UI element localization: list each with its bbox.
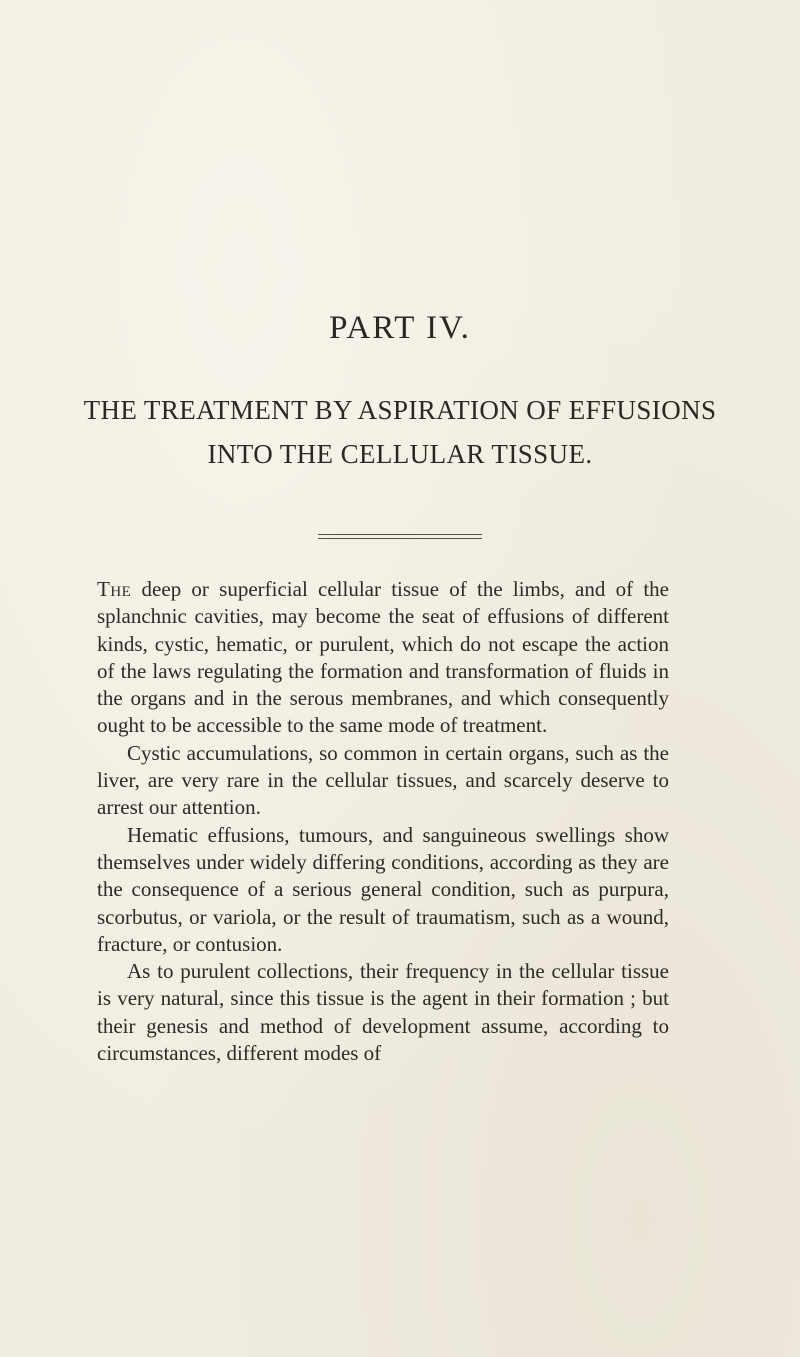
paragraph-4: As to purulent collections, their frequency in the cellular tissue is very natural, since this tissue is the agent in their formation ; but their genesis and method of development assume, according to circumstances, different modes of — [97, 959, 669, 1066]
chapter-title-line-2: INTO THE CELLULAR TISSUE. — [207, 439, 593, 469]
chapter-title — [0, 388, 800, 476]
divider-rule-bottom — [318, 538, 482, 539]
paragraph-3: Hematic effusions, tumours, and sanguineous swellings show themselves under widely differing conditions, according as they are the consequence of a serious general condition, such as purpura, scorbutus, or variola, or the result of traumatism, such as a wound, fracture, or contusion. — [97, 822, 669, 956]
divider-rule-top — [318, 534, 482, 535]
paragraph-lead-word: The — [97, 577, 132, 601]
body-text — [97, 576, 669, 1067]
part-heading: PART IV. — [329, 310, 471, 346]
paragraph-1-text: deep or superficial cellular tissue of the limbs, and of the splanchnic cavities, may become the seat of effusions of different kinds, cystic, hematic, or purulent, which do not escape the action of the laws regulating the formation and transformation of fluids in the organs and in the serous membranes, and which consequently ought to be accessible to the same mode of treatment. — [97, 577, 669, 738]
paragraph-1 — [97, 576, 669, 740]
paragraph-2: Cystic accumulations, so common in certain organs, such as the liver, are very rare in the cellular tissues, and scarcely deserve to arrest our attention. — [97, 740, 669, 820]
chapter-title-line-1: THE TREATMENT BY ASPIRATION OF EFFUSIONS — [83, 395, 717, 425]
